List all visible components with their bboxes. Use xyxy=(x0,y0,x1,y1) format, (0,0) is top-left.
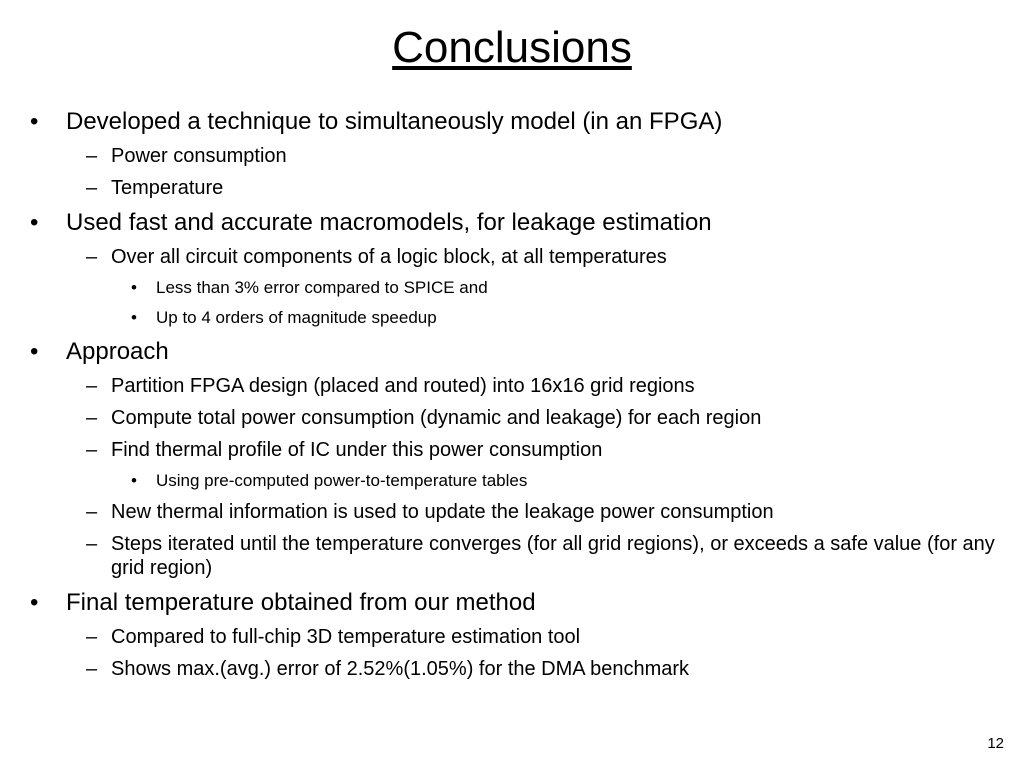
bullet-item-l1 xyxy=(0,588,1024,617)
slide-title: Conclusions xyxy=(392,23,632,72)
bullet-text: Up to 4 orders of magnitude speedup xyxy=(156,308,437,327)
bullet-item-l1 xyxy=(0,107,1024,136)
bullet-list xyxy=(0,107,1024,681)
bullet-text: New thermal information is used to update the leakage power consumption xyxy=(111,501,774,523)
bullet-text: Compared to full-chip 3D temperature estimation tool xyxy=(111,626,581,648)
bullet-item-l3 xyxy=(0,307,1024,329)
bullet-text: Temperature xyxy=(111,177,224,199)
bullet-marker: • xyxy=(30,209,39,236)
bullet-item-l2 xyxy=(0,144,1024,168)
bullet-item-l2 xyxy=(0,657,1024,681)
bullet-text: Using pre-computed power-to-temperature tables xyxy=(156,471,528,490)
bullet-item-l1 xyxy=(0,208,1024,237)
bullet-text: Partition FPGA design (placed and routed) into 16x16 grid regions xyxy=(111,375,695,397)
bullet-text: Compute total power consumption (dynamic and leakage) for each region xyxy=(111,407,762,429)
bullet-item-l2 xyxy=(0,245,1024,269)
bullet-marker: • xyxy=(30,589,39,616)
bullet-marker: • xyxy=(30,338,39,365)
bullet-item-l1 xyxy=(0,337,1024,366)
dash-marker: – xyxy=(86,375,98,397)
dash-marker: – xyxy=(86,533,98,555)
bullet-text: Approach xyxy=(66,338,169,365)
bullet-marker: • xyxy=(30,108,39,135)
bullet-marker: • xyxy=(131,471,137,490)
dash-marker: – xyxy=(86,626,98,648)
bullet-item-l2 xyxy=(0,438,1024,462)
bullet-text: Less than 3% error compared to SPICE and xyxy=(156,278,488,297)
bullet-text: Final temperature obtained from our method xyxy=(66,589,536,616)
bullet-item-l2 xyxy=(0,500,1024,524)
bullet-text: Over all circuit components of a logic block, at all temperatures xyxy=(111,246,667,268)
bullet-text: Steps iterated until the temperature converges (for all grid regions), or exceeds a safe value (for any grid region) xyxy=(111,533,995,579)
bullet-text: Find thermal profile of IC under this power consumption xyxy=(111,439,603,461)
bullet-item-l2 xyxy=(0,374,1024,398)
page-number: 12 xyxy=(987,735,1004,752)
bullet-marker: • xyxy=(131,308,137,327)
bullet-item-l3 xyxy=(0,470,1024,492)
bullet-text: Used fast and accurate macromodels, for leakage estimation xyxy=(66,209,712,236)
bullet-item-l2 xyxy=(0,176,1024,200)
dash-marker: – xyxy=(86,407,98,429)
dash-marker: – xyxy=(86,177,98,199)
dash-marker: – xyxy=(86,501,98,523)
bullet-text: Shows max.(avg.) error of 2.52%(1.05%) for the DMA benchmark xyxy=(111,658,690,680)
bullet-item-l2 xyxy=(0,532,1024,580)
dash-marker: – xyxy=(86,145,98,167)
dash-marker: – xyxy=(86,439,98,461)
bullet-item-l3 xyxy=(0,277,1024,299)
bullet-item-l2 xyxy=(0,406,1024,430)
bullet-marker: • xyxy=(131,278,137,297)
dash-marker: – xyxy=(86,246,98,268)
bullet-item-l2 xyxy=(0,625,1024,649)
bullet-text: Developed a technique to simultaneously model (in an FPGA) xyxy=(66,108,723,135)
dash-marker: – xyxy=(86,658,98,680)
bullet-text: Power consumption xyxy=(111,145,287,167)
